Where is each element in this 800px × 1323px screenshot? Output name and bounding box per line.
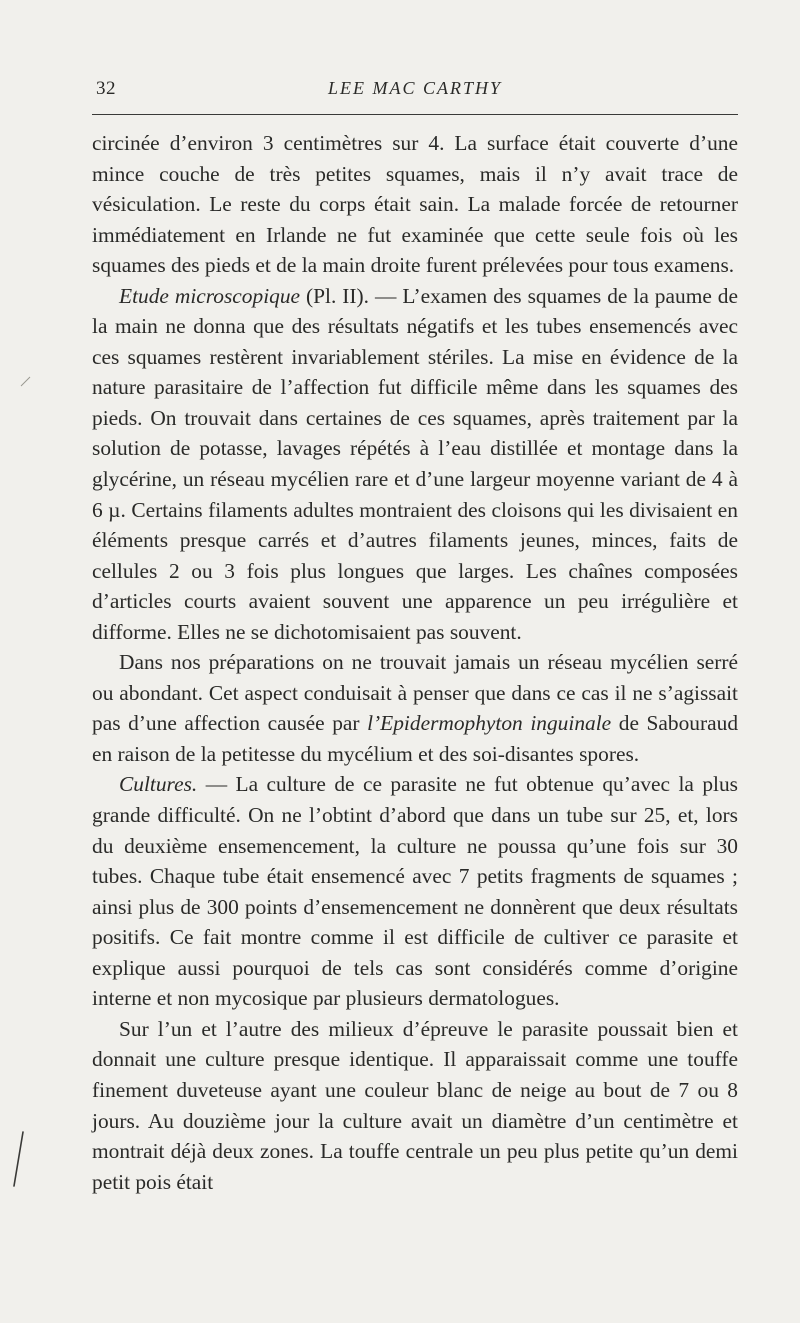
body-text bbox=[92, 128, 738, 1197]
paragraph-text: (Pl. II). — L’examen des squames de la paume de la main ne donna que des résultats négatifs et les tubes ensemencés avec ces squames restèrent invariablement stériles. La mise en évidence de la nature parasitaire de l’affection fut difficile même dans les squames des pieds. On trouvait dans certaines de ces squames, après traitement par la solution de potasse, lavages répétés à l’eau distillée et montage dans la glycérine, un réseau mycélien rare et d’une largeur moyenne variant de 4 à 6 µ. Certains filaments adultes montraient des cloisons qui les divisaient en éléments presque carrés et d’autres filaments jeunes, minces, faits de cellules 2 ou 3 fois plus longues que larges. Les chaînes composées d’articles courts avaient souvent une apparence un peu irrégulière et difforme. Elles ne se dichotomisaient pas souvent. bbox=[92, 283, 738, 644]
pencil-margin-mark bbox=[8, 1130, 28, 1190]
paragraph-text: de Sabouraud en raison de la petitesse du mycélium et des soi-disantes spores. bbox=[92, 711, 739, 766]
section-heading-italic: Cultures. bbox=[119, 772, 198, 797]
paragraph-growth bbox=[92, 1014, 738, 1197]
page-number: 32 bbox=[96, 78, 116, 99]
paragraph-preparations bbox=[92, 647, 738, 769]
paragraph-text: circinée d’environ 3 centimètres sur 4. La surface était couverte d’une mince couche de très petites squames, mais il n’y avait trace de vésiculation. Le reste du corps était sain. La malade forcée de retourner immédiatement en Irlande ne fut examinée que cette seule fois où les squames des pieds et de la main droite furent prélevées pour tous examens. bbox=[92, 131, 738, 278]
paragraph-text: Sur l’un et l’autre des milieux d’épreuve le parasite poussait bien et donnait une culture presque identique. Il apparaissait comme une touffe finement duveteuse ayant une couleur blanc de neige au bout de 7 ou 8 jours. Au douzième jour la culture avait un diamètre d’un centimètre et montrait déjà deux zones. La touffe centrale un peu plus petite qu’un demi petit pois était bbox=[92, 1016, 738, 1194]
paragraph-text: — La culture de ce parasite ne fut obtenue qu’avec la plus grande difficulté. On ne l’obtint d’abord que dans un tube sur 25, et, lors du deuxième ensemencement, la culture ne poussa qu’une fois sur 30 tubes. Chaque tube était ensemencé avec 7 petits fragments de squames ; ainsi plus de 300 points d’ensemencement ne donnèrent que deux résultats positifs. Ce fait montre comme il est difficile de cultiver ce parasite et explique aussi pourquoi de tels cas sont considérés comme d’origine interne et non mycosique par plusieurs dermatologues. bbox=[92, 772, 738, 1011]
paragraph-continued bbox=[92, 128, 738, 281]
species-name-italic: l’Epidermophyton inguinale bbox=[367, 711, 612, 736]
paragraph-text: Dans nos préparations on ne trouvait jamais un réseau mycélien serré ou abondant. Cet aspect conduisait à penser que dans ce cas il ne s’agissait pas d’une affection causée par bbox=[92, 650, 738, 736]
running-title: LEE MAC CARTHY bbox=[327, 78, 502, 98]
header-rule bbox=[92, 114, 738, 115]
paper-speck bbox=[18, 376, 32, 388]
paragraph-microscopic-study bbox=[92, 281, 738, 648]
paragraph-cultures bbox=[92, 769, 738, 1013]
section-heading-italic: Etude microscopique bbox=[119, 283, 301, 308]
running-head bbox=[92, 76, 738, 104]
